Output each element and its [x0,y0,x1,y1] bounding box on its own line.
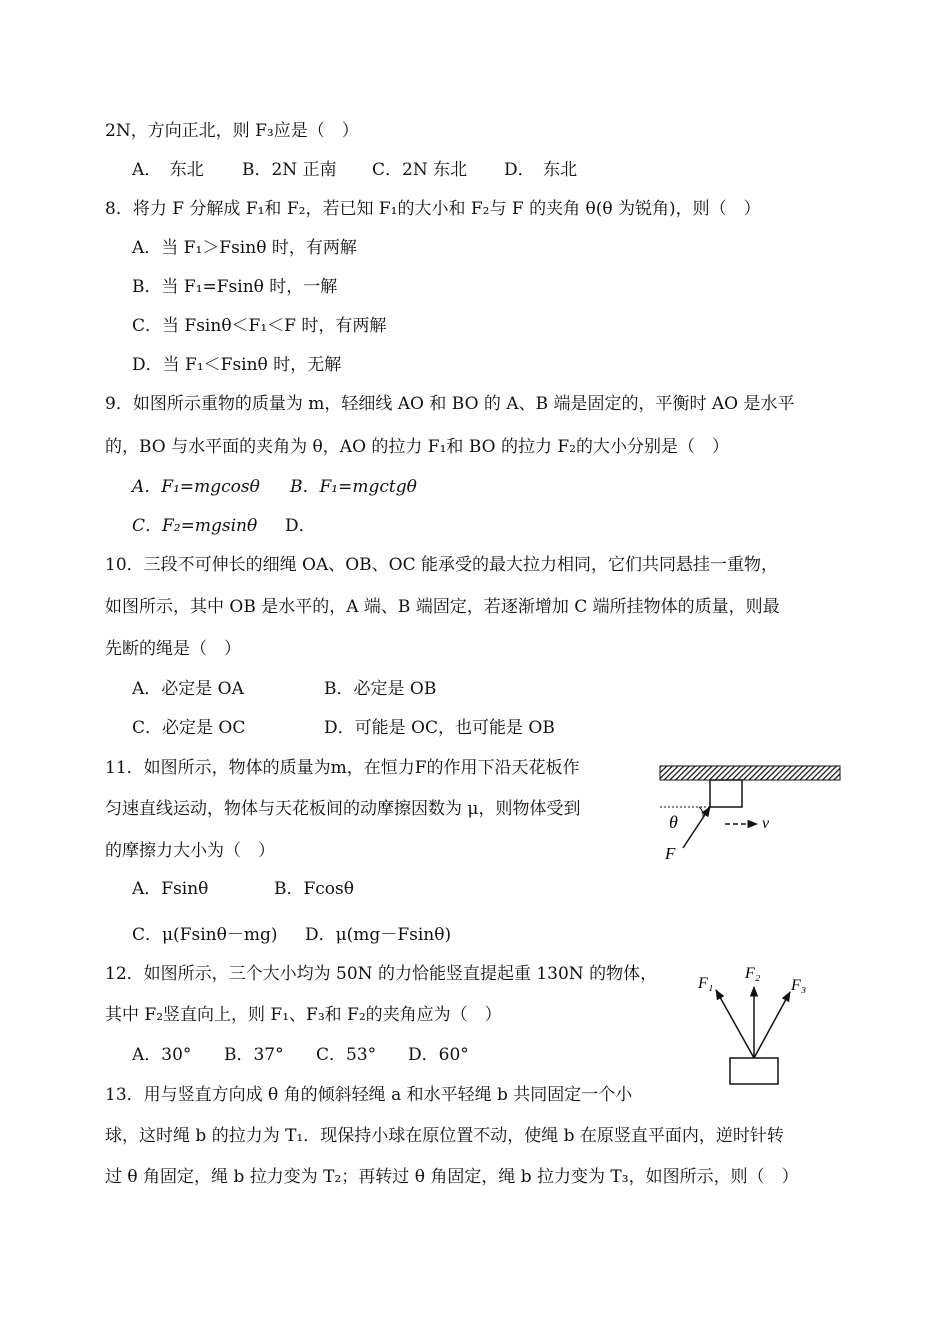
q8-option-d: D．当 F₁＜Fsinθ 时，无解 [132,355,342,375]
q9-options-2 [132,515,316,537]
force-line [683,807,710,848]
q9-stem-1: 9．如图所示重物的质量为 m，轻细线 AO 和 BO 的 A、B 端是固定的，平衡时 AO 是水平 [105,394,795,414]
q7-option-b: B．2N 正南 [242,160,337,180]
q10-option-d: D．可能是 OC，也可能是 OB [324,718,555,738]
q8-stem: 8．将力 F 分解成 F₁和 F₂，若已知 F₁的大小和 F₂与 F 的夹角 θ(θ 为锐角)，则（ ） [105,199,761,219]
q11-stem-2: 匀速直线运动，物体与天花板间的动摩擦因数为 μ，则物体受到 [105,799,581,819]
weight-block [730,1058,778,1084]
q9-option-d: D． [285,516,316,536]
q12-figure [695,958,825,1088]
f3-arrow [754,992,790,1058]
f1-arrow [716,990,754,1058]
q10-stem-3: 先断的绳是（ ） [105,639,241,659]
q13-stem-1: 13．用与竖直方向成 θ 角的倾斜轻绳 a 和水平轻绳 b 共同固定一个小 [105,1085,633,1105]
q8-option-c: C．当 Fsinθ＜F₁＜F 时，有两解 [132,316,387,336]
q11-stem-3: 的摩擦力大小为（ ） [105,841,275,861]
q11-option-c: C．μ(Fsinθ－mg) [132,925,278,945]
q11-option-b: B．Fcosθ [274,879,355,899]
q7-option-d: D． 东北 [504,160,578,180]
q10-options-2 [132,717,555,739]
q12-options [132,1044,469,1066]
q9-stem-2: 的，BO 与水平面的夹角为 θ，AO 的拉力 F₁和 BO 的拉力 F₂的大小分别是（ ） [105,437,729,457]
q11-stem-1: 11．如图所示，物体的质量为m，在恒力F的作用下沿天花板作 [105,758,580,778]
ceiling [660,766,840,780]
q9-option-c: C．F₂=mgsinθ [132,516,258,536]
q12-stem-1: 12．如图所示，三个大小均为 50N 的力恰能竖直提起重 130N 的物体， [105,964,658,984]
q10-stem-1: 10．三段不可伸长的细绳 OA、OB、OC 能承受的最大拉力相同，它们共同悬挂一重物， [105,555,779,575]
q12-option-b: B．37° [224,1045,284,1065]
q11-options-2 [132,924,451,946]
q13-stem-2: 球，这时绳 b 的拉力为 T₁．现保持小球在原位置不动，使绳 b 在原竖直平面内，逆时针转 [105,1126,784,1146]
q10-option-c: C．必定是 OC [132,718,246,738]
velocity-label: v [762,815,770,832]
f1-label: F₁ [698,975,714,992]
q10-options-1 [132,678,436,700]
q7-option-a: A． 东北 [132,160,204,180]
q12-stem-2: 其中 F₂竖直向上，则 F₁、F₃和 F₂的夹角应为（ ） [105,1005,502,1025]
q8-option-b: B．当 F₁=Fsinθ 时，一解 [132,277,338,297]
q9-options-1 [132,476,417,498]
q9-option-b: B．F₁=mgctgθ [290,477,417,497]
q12-option-c: C．53° [316,1045,377,1065]
q11-options-1 [132,878,354,900]
theta-label: θ [669,812,678,832]
q9-option-a: A．F₁=mgcosθ [132,477,260,497]
q11-option-a: A．Fsinθ [132,879,209,899]
block [710,780,742,807]
q12-option-a: A．30° [132,1045,192,1065]
force-label: F [665,844,676,863]
angle-arc [699,807,703,817]
q11-figure [655,760,845,870]
f2-label: F₂ [745,965,761,982]
q12-option-d: D．60° [408,1045,469,1065]
q7-option-c: C．2N 东北 [372,160,468,180]
q10-stem-2: 如图所示，其中 OB 是水平的，A 端、B 端固定，若逐渐增加 C 端所挂物体的质量，则最 [105,597,780,617]
q11-option-d: D．μ(mg－Fsinθ) [305,925,452,945]
q7-stem-tail: 2N，方向正北，则 F₃应是（ ） [105,121,359,141]
q7-options [132,159,577,181]
q10-option-a: A．必定是 OA [132,679,244,699]
q8-option-a: A．当 F₁＞Fsinθ 时，有两解 [132,238,357,258]
q10-option-b: B．必定是 OB [324,679,437,699]
f3-label: F₃ [791,977,807,994]
q13-stem-3: 过 θ 角固定，绳 b 拉力变为 T₂；再转过 θ 角固定，绳 b 拉力变为 T₃，如图所示，则（ ） [105,1167,799,1187]
